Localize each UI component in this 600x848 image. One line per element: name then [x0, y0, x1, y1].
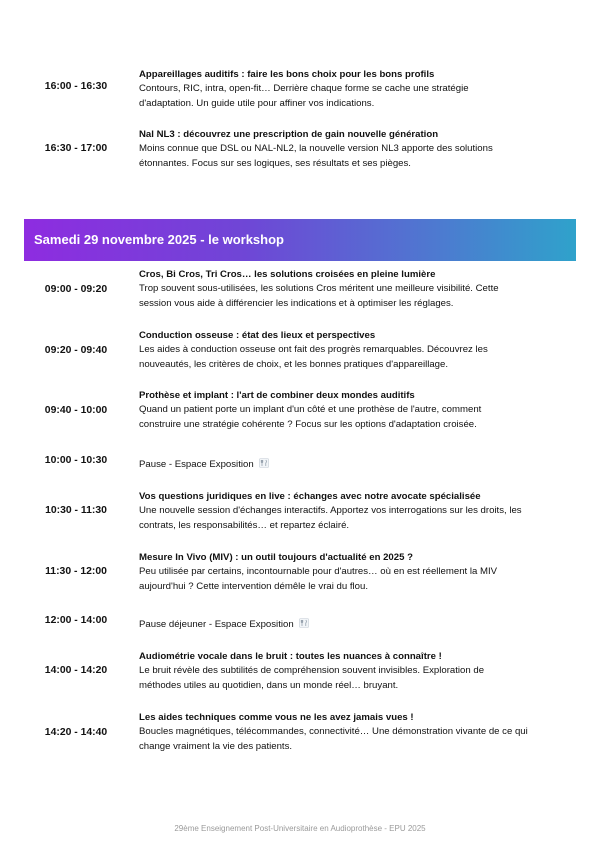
description-line: Le bruit révèle des subtilités de compréhension souvent invisibles. Exploration de	[139, 665, 485, 676]
page-footer: 29ème Enseignement Post-Universitaire en Audioprothèse - EPU 2025	[174, 824, 426, 833]
description-line: Une nouvelle session d'échanges interactifs. Apportez vos interrogations sur les droits, les	[139, 505, 522, 516]
session-description	[139, 663, 579, 693]
session-content	[139, 490, 579, 533]
session-content	[139, 650, 579, 693]
session-title: Les aides techniques comme vous ne les avez jamais vues !	[139, 712, 414, 723]
day-banner-title: Samedi 29 novembre 2025 - le workshop	[34, 232, 284, 247]
session-description	[139, 503, 579, 533]
description-line: étonnantes. Focus sur ses logiques, ses résultats et ses pièges.	[139, 158, 411, 169]
description-line: Les aides à conduction osseuse ont fait des progrès remarquables. Découvrez les	[139, 344, 488, 355]
description-line: d'adaptation. Un guide utile pour affiner vos indications.	[139, 98, 375, 109]
session-title: Vos questions juridiques en live : échanges avec notre avocate spécialisée	[139, 491, 481, 502]
session-time: 14:20 - 14:40	[44, 727, 108, 738]
description-line: Moins connue que DSL ou NAL-NL2, la nouvelle version NL3 apporte des solutions	[139, 143, 493, 154]
description-line: session vous aide à différencier les indications et à optimiser les réglages.	[139, 298, 454, 309]
description-line: change vraiment la vie des patients.	[139, 741, 293, 752]
day-banner	[24, 219, 576, 261]
session-content	[139, 329, 579, 372]
session-description	[139, 141, 579, 171]
pause-content	[139, 614, 579, 632]
session-content	[139, 68, 579, 111]
pause-content	[139, 454, 579, 472]
description-line: contrats, les responsabilités… et repartez éclairé.	[139, 520, 350, 531]
description-line: Peu utilisée par certains, incontournable pour d'autres… où en est réellement la MIV	[139, 566, 498, 577]
session-content	[139, 128, 579, 171]
session-content	[139, 711, 579, 754]
description-line: Contours, RIC, intra, open-fit… Derrière chaque forme se cache une stratégie	[139, 83, 469, 94]
session-time: 10:30 - 11:30	[45, 505, 107, 516]
session-description	[139, 402, 579, 432]
session-description	[139, 81, 579, 111]
session-description	[139, 342, 579, 372]
session-title: Cros, Bi Cros, Tri Cros… les solutions croisées en pleine lumière	[139, 269, 436, 280]
session-time: 09:40 - 10:00	[44, 405, 108, 416]
session-time: 12:00 - 14:00	[44, 615, 108, 626]
description-line: construire une stratégie cohérente ? Focus sur les options d'adaptation croisée.	[139, 419, 477, 430]
fork-knife-icon	[259, 458, 269, 468]
session-content	[139, 389, 579, 432]
pause-label: Pause déjeuner - Espace Exposition	[139, 619, 294, 630]
fork-knife-icon	[299, 618, 309, 628]
description-line: Quand un patient porte un implant d'un côté et une prothèse de l'autre, comment	[139, 404, 482, 415]
session-title: Audiométrie vocale dans le bruit : toutes les nuances à connaître !	[139, 651, 442, 662]
session-description	[139, 564, 579, 594]
session-title: Nal NL3 : découvrez une prescription de gain nouvelle génération	[139, 129, 439, 140]
description-line: Boucles magnétiques, télécommandes, connectivité… Une démonstration vivante de ce qui	[139, 726, 528, 737]
session-content	[139, 551, 579, 594]
session-time: 10:00 - 10:30	[44, 455, 108, 466]
session-time: 11:30 - 12:00	[45, 566, 107, 577]
description-line: Trop souvent sous-utilisées, les solutions Cros méritent une meilleure visibilité. Cette	[139, 283, 499, 294]
session-time: 16:30 - 17:00	[44, 143, 108, 154]
session-description	[139, 724, 579, 754]
session-time: 16:00 - 16:30	[44, 81, 108, 92]
description-line: méthodes utiles au quotidien, dans un monde réel… bruyant.	[139, 680, 399, 691]
session-title: Prothèse et implant : l'art de combiner deux mondes auditifs	[139, 390, 415, 401]
pause-label: Pause - Espace Exposition	[139, 459, 254, 470]
session-time: 14:00 - 14:20	[44, 665, 108, 676]
session-title: Conduction osseuse : état des lieux et perspectives	[139, 330, 376, 341]
session-description	[139, 281, 579, 311]
session-title: Mesure In Vivo (MIV) : un outil toujours d'actualité en 2025 ?	[139, 552, 413, 563]
session-title: Appareillages auditifs : faire les bons choix pour les bons profils	[139, 69, 435, 80]
description-line: aujourd'hui ? Cette intervention démêle le vrai du flou.	[139, 581, 369, 592]
description-line: nouveautés, les critères de choix, et les bonnes pratiques d'appareillage.	[139, 359, 449, 370]
session-time: 09:00 - 09:20	[44, 284, 108, 295]
session-content	[139, 268, 579, 311]
session-time: 09:20 - 09:40	[44, 345, 108, 356]
